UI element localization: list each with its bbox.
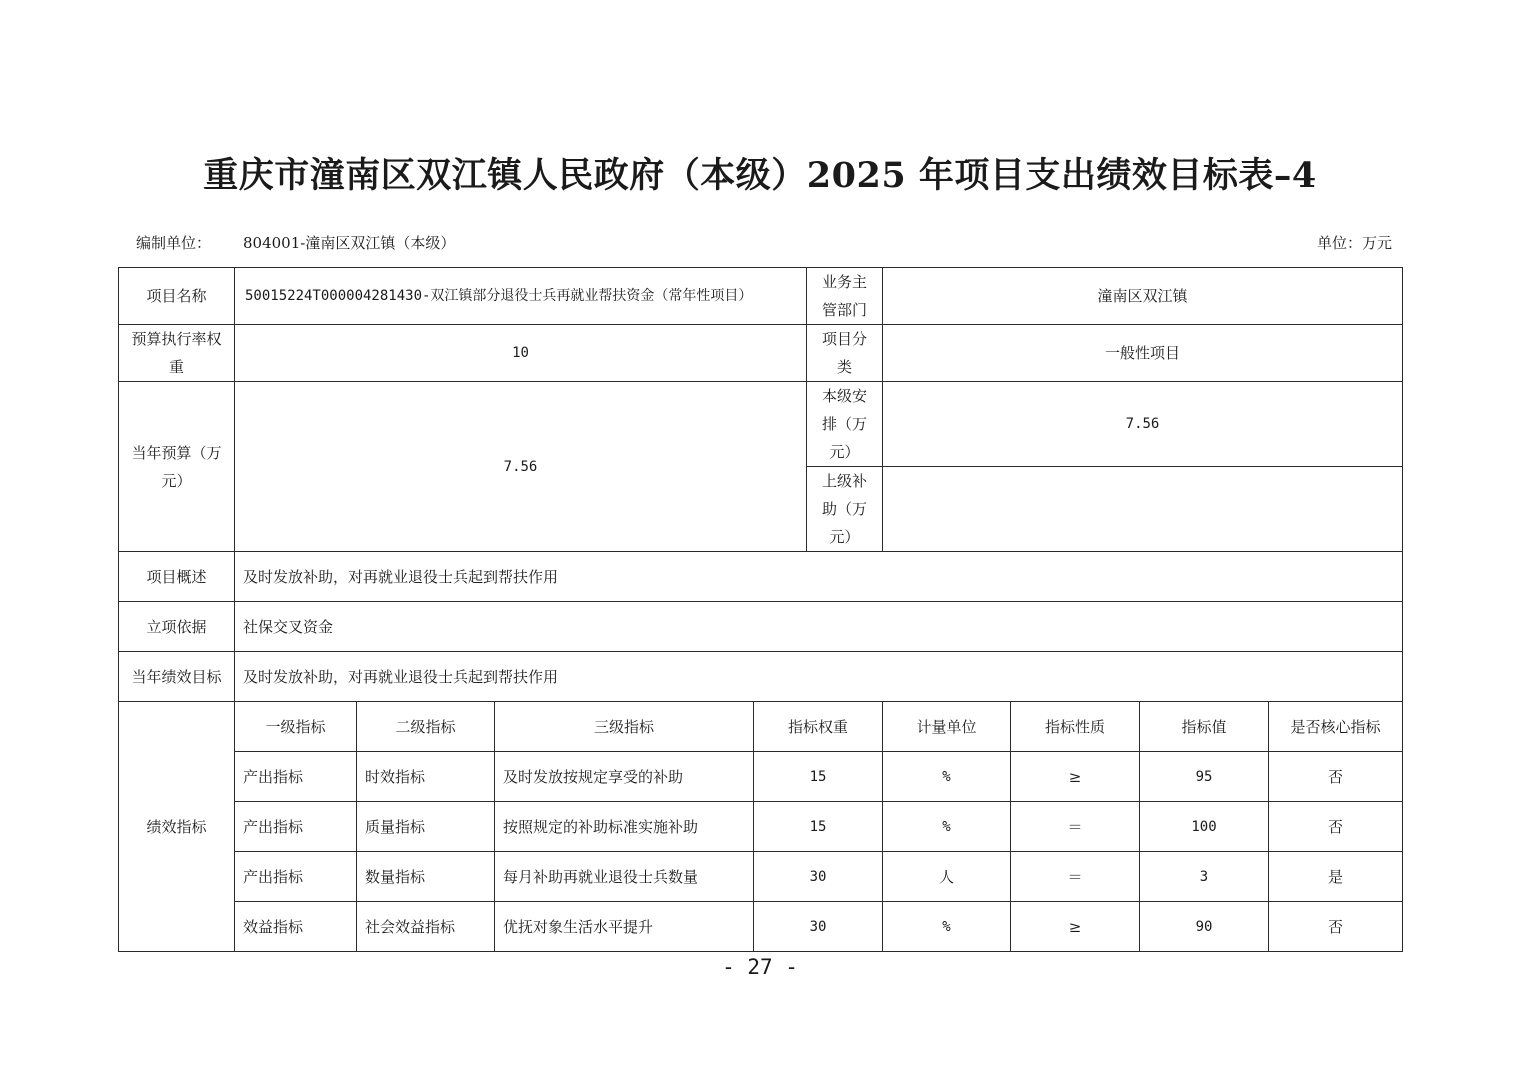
indicator-level3: 及时发放按规定享受的补助 bbox=[495, 752, 754, 802]
row-goal bbox=[119, 652, 1403, 702]
indicator-level3: 每月补助再就业退役士兵数量 bbox=[495, 852, 754, 902]
indicator-weight: 15 bbox=[754, 752, 883, 802]
header-unit: 计量单位 bbox=[883, 702, 1011, 752]
page-title: 重庆市潼南区双江镇人民政府（本级）2025 年项目支出绩效目标表–4 bbox=[203, 155, 1317, 196]
indicator-value: 3 bbox=[1140, 852, 1269, 902]
indicator-unit: 人 bbox=[883, 852, 1011, 902]
goal-value: 及时发放补助，对再就业退役士兵起到帮扶作用 bbox=[235, 652, 1403, 702]
indicators-section-label: 绩效指标 bbox=[119, 702, 235, 952]
project-name-label: 项目名称 bbox=[119, 268, 235, 325]
row-overview bbox=[119, 552, 1403, 602]
indicator-level2: 数量指标 bbox=[357, 852, 495, 902]
dept-label: 业务主管部门 bbox=[807, 268, 883, 325]
indicator-level3: 按照规定的补助标准实施补助 bbox=[495, 802, 754, 852]
indicator-weight: 30 bbox=[754, 902, 883, 952]
table-row bbox=[119, 802, 1403, 852]
category-label: 项目分类 bbox=[807, 325, 883, 382]
indicator-core: 否 bbox=[1269, 752, 1403, 802]
indicator-level2: 社会效益指标 bbox=[357, 902, 495, 952]
indicator-nature: ≥ bbox=[1011, 902, 1140, 952]
table-row bbox=[119, 852, 1403, 902]
indicator-core: 否 bbox=[1269, 802, 1403, 852]
header-weight: 指标权重 bbox=[754, 702, 883, 752]
indicator-header-row bbox=[119, 702, 1403, 752]
table-row bbox=[119, 752, 1403, 802]
indicator-level1: 产出指标 bbox=[235, 802, 357, 852]
indicator-nature: ＝ bbox=[1011, 852, 1140, 902]
page-number: - 27 - bbox=[722, 955, 798, 979]
performance-table bbox=[118, 267, 1403, 952]
exec-rate-label: 预算执行率权重 bbox=[119, 325, 235, 382]
row-basis bbox=[119, 602, 1403, 652]
overview-value: 及时发放补助，对再就业退役士兵起到帮扶作用 bbox=[235, 552, 1403, 602]
superior-label: 上级补助（万元） bbox=[807, 467, 883, 552]
indicator-unit: % bbox=[883, 902, 1011, 952]
row-exec-rate bbox=[119, 325, 1403, 382]
goal-label: 当年绩效目标 bbox=[119, 652, 235, 702]
indicator-value: 90 bbox=[1140, 902, 1269, 952]
row-project-name bbox=[119, 268, 1403, 325]
indicator-level1: 效益指标 bbox=[235, 902, 357, 952]
category-value: 一般性项目 bbox=[883, 325, 1403, 382]
overview-label: 项目概述 bbox=[119, 552, 235, 602]
header-nature: 指标性质 bbox=[1011, 702, 1140, 752]
header-level2: 二级指标 bbox=[357, 702, 495, 752]
indicator-weight: 15 bbox=[754, 802, 883, 852]
indicator-core: 是 bbox=[1269, 852, 1403, 902]
indicator-unit: % bbox=[883, 802, 1011, 852]
compile-unit-label: 编制单位： bbox=[136, 234, 212, 252]
basis-label: 立项依据 bbox=[119, 602, 235, 652]
budget-value: 7.56 bbox=[235, 382, 807, 552]
exec-rate-value: 10 bbox=[235, 325, 807, 382]
header-level3: 三级指标 bbox=[495, 702, 754, 752]
indicator-unit: % bbox=[883, 752, 1011, 802]
compile-unit-value: 804001-潼南区双江镇（本级） bbox=[243, 234, 456, 252]
local-label: 本级安排（万元） bbox=[807, 382, 883, 467]
indicator-nature: ＝ bbox=[1011, 802, 1140, 852]
table-row bbox=[119, 902, 1403, 952]
currency-unit: 单位：万元 bbox=[1316, 234, 1392, 252]
indicator-value: 100 bbox=[1140, 802, 1269, 852]
indicator-core: 否 bbox=[1269, 902, 1403, 952]
indicator-nature: ≥ bbox=[1011, 752, 1140, 802]
indicator-level1: 产出指标 bbox=[235, 852, 357, 902]
project-name-value: 50015224T000004281430-双江镇部分退役士兵再就业帮扶资金（常年性项目） bbox=[235, 268, 807, 325]
indicator-level2: 质量指标 bbox=[357, 802, 495, 852]
header-value: 指标值 bbox=[1140, 702, 1269, 752]
basis-value: 社保交叉资金 bbox=[235, 602, 1403, 652]
superior-value bbox=[883, 467, 1403, 552]
row-budget-local bbox=[119, 382, 1403, 467]
indicator-value: 95 bbox=[1140, 752, 1269, 802]
header-core: 是否核心指标 bbox=[1269, 702, 1403, 752]
indicator-level3: 优抚对象生活水平提升 bbox=[495, 902, 754, 952]
header-level1: 一级指标 bbox=[235, 702, 357, 752]
indicator-level1: 产出指标 bbox=[235, 752, 357, 802]
indicator-weight: 30 bbox=[754, 852, 883, 902]
budget-label: 当年预算（万元） bbox=[119, 382, 235, 552]
local-value: 7.56 bbox=[883, 382, 1403, 467]
dept-value: 潼南区双江镇 bbox=[883, 268, 1403, 325]
indicator-level2: 时效指标 bbox=[357, 752, 495, 802]
